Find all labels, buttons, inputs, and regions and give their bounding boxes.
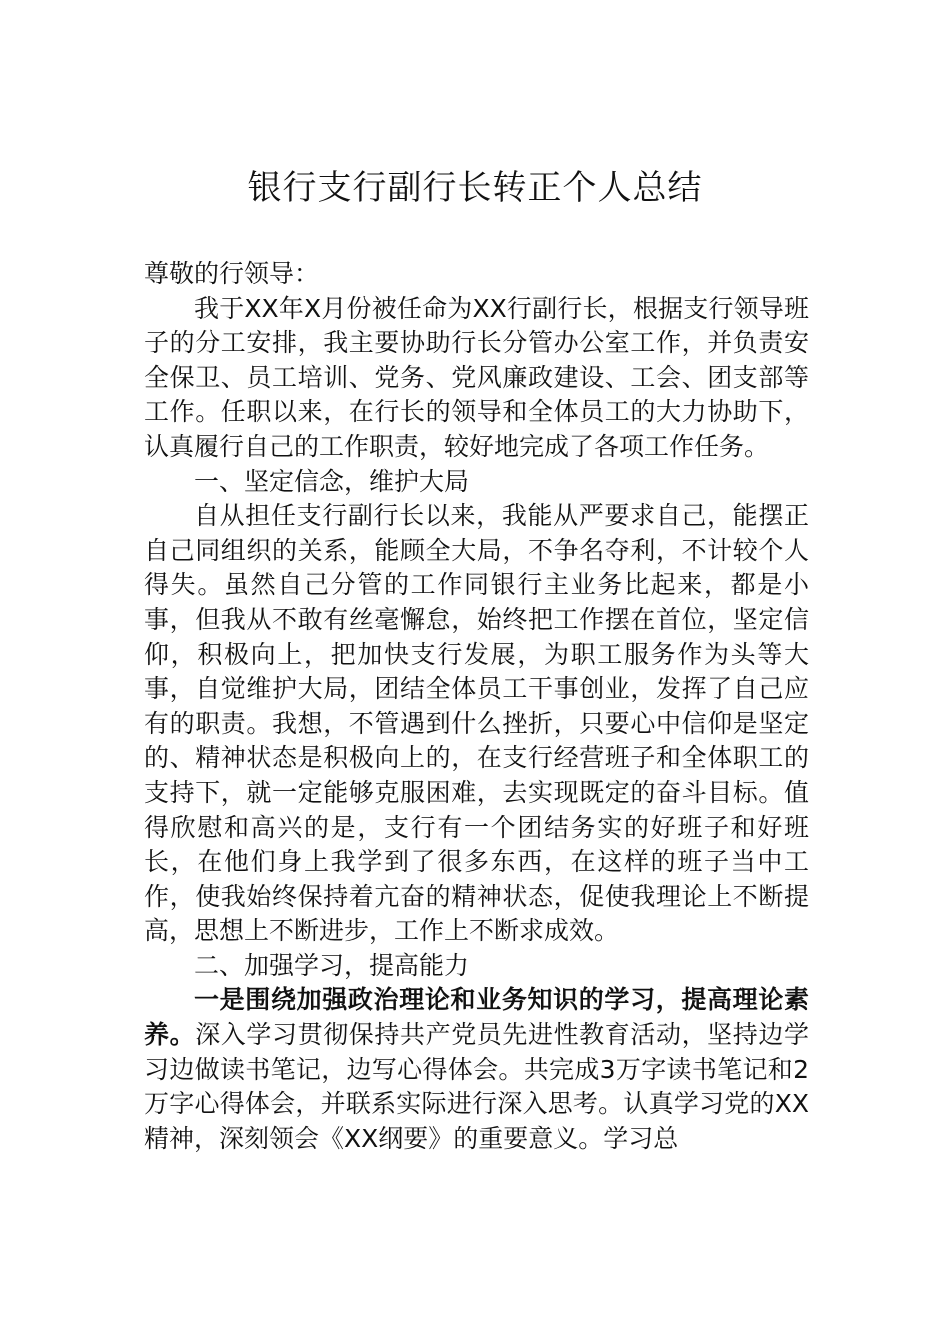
section-2-lead-bold: 一是围绕加强政治理论和业务知识的学习，提高理论素养。	[144, 985, 809, 1050]
section-2-heading: 二、加强学习，提高能力	[194, 950, 470, 980]
document-title: 银行支行副行长转正个人总结	[247, 168, 703, 208]
section-1-heading: 一、坚定信念，维护大局	[194, 466, 470, 496]
section-2-paragraph	[144, 983, 809, 1156]
section-1-paragraph: 自从担任支行副行长以来，我能从严要求自己，能摆正自己同组织的关系，能顾全大局，不争名夺利，不计较个人得失。虽然自己分管的工作同银行主业务比起来，都是小事，但我从不敢有丝毫懈怠，始终把工作摆在首位，坚定信仰，积极向上，把加快支行发展，为职工服务作为头等大事，自觉维护大局，团结全体员工干事创业，发挥了自己应有的职责。我想，不管遇到什么挫折，只要心中信仰是坚定的、精神状态是积极向上的，在支行经营班子和全体职工的支持下，就一定能够克服困难，去实现既定的奋斗目标。值得欣慰和高兴的是，支行有一个团结务实的好班子和好班长，在他们身上我学到了很多东西，在这样的班子当中工作，使我始终保持着亢奋的精神状态，促使我理论上不断提高，思想上不断进步，工作上不断求成效。	[144, 501, 809, 946]
section-2-body: 深入学习贯彻保持共产党员先进性教育活动，坚持边学习边做读书笔记，边写心得体会。共完成3万字读书笔记和2万字心得体会，并联系实际进行深入思考。认真学习党的XX精神，深刻领会《XX纲要》的重要意义。学习总	[144, 1020, 809, 1153]
document-body	[144, 257, 809, 1156]
salutation: 尊敬的行领导：	[144, 259, 320, 288]
intro-paragraph: 我于XX年X月份被任命为XX行副行长，根据支行领导班子的分工安排，我主要协助行长分管办公室工作，并负责安全保卫、员工培训、党务、党风廉政建设、工会、团支部等工作。任职以来，在行长的领导和全体员工的大力协助下，认真履行自己的工作职责，较好地完成了各项工作任务。	[144, 293, 809, 461]
